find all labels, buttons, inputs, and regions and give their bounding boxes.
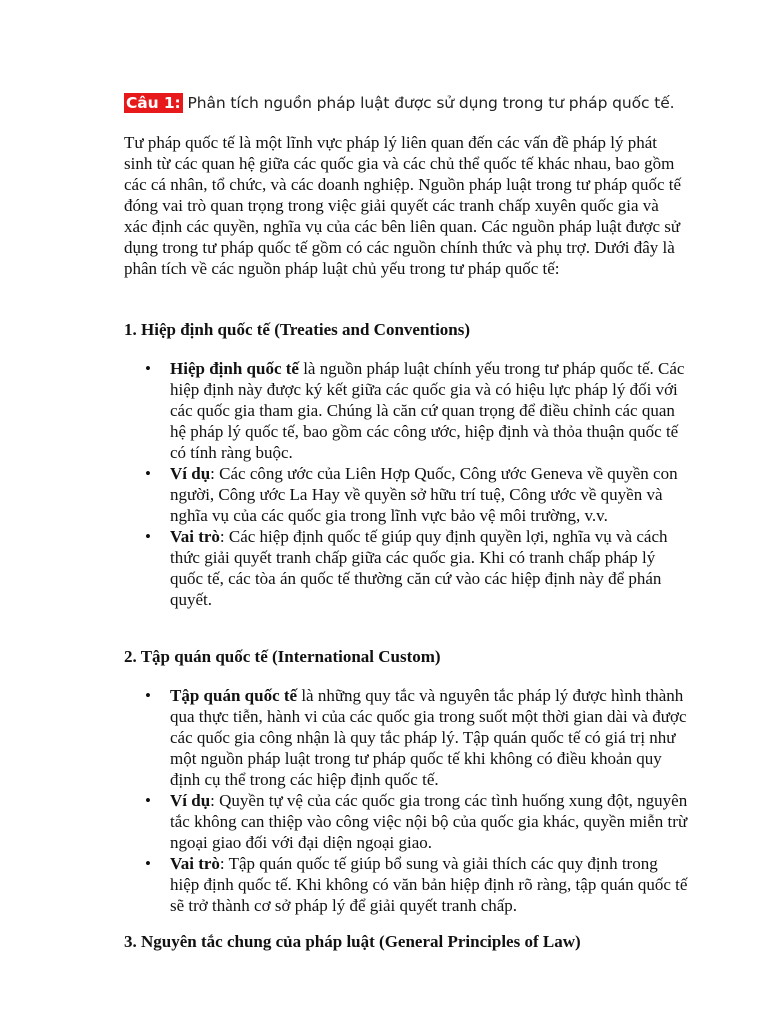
intro-paragraph: Tư pháp quốc tế là một lĩnh vực pháp lý liên quan đến các vấn đề pháp lý phát sinh từ các quan hệ giữa các quốc gia và các chủ thể quốc tế khác nhau, bao gồm các cá nhân, tổ chức, và các doanh nghiệp. Nguồn pháp luật trong tư pháp quốc tế đóng vai trò quan trọng trong việc giải quyết các tranh chấp xuyên quốc gia và xác định các quyền, nghĩa vụ của các bên liên quan. Các nguồn pháp luật được sử dụng trong tư pháp quốc tế gồm có các nguồn chính thức và phụ trợ. Dưới đây là phân tích về các nguồn pháp luật chủ yếu trong tư pháp quốc tế: xyxy=(124,133,682,278)
bullet-text: : Các công ước của Liên Hợp Quốc, Công ước Geneva về quyền con người, Công ước La Hay về quyền sở hữu trí tuệ, Công ước về quyền và nghĩa vụ của các quốc gia trong lĩnh vực bảo vệ môi trường, v.v. xyxy=(170,464,678,525)
section-2-list xyxy=(170,685,690,916)
bullet-lead: Hiệp định quốc tế xyxy=(170,359,299,378)
list-item xyxy=(170,463,690,526)
bullet-text: : Quyền tự vệ của các quốc gia trong các tình huống xung đột, nguyên tắc không can thiệp vào công việc nội bộ của quốc gia khác, quyền miễn trừ ngoại giao đối với đại diện ngoại giao. xyxy=(170,791,688,852)
section-2-heading: 2. Tập quán quốc tế (International Custom) xyxy=(124,647,441,666)
list-item xyxy=(170,685,690,790)
question-label: Câu 1: xyxy=(126,94,181,112)
list-item xyxy=(170,526,690,610)
section-1-heading: 1. Hiệp định quốc tế (Treaties and Conventions) xyxy=(124,320,471,339)
bullet-lead: Vai trò xyxy=(170,527,220,546)
bullet-lead: Vai trò xyxy=(170,854,220,873)
list-item xyxy=(170,358,690,463)
bullet-text: là nguồn pháp luật chính yếu trong tư pháp quốc tế. Các hiệp định này được ký kết giữa các quốc gia và có hiệu lực pháp lý đối với các quốc gia tham gia. Chúng là căn cứ quan trọng để điều chỉnh các quan hệ pháp lý quốc tế, bao gồm các công ước, hiệp định và thỏa thuận quốc tế có tính ràng buộc. xyxy=(170,359,685,462)
section-1-list xyxy=(170,358,690,610)
bullet-lead: Tập quán quốc tế xyxy=(170,686,298,705)
question-line xyxy=(124,92,675,114)
bullet-text: : Tập quán quốc tế giúp bổ sung và giải thích các quy định trong hiệp định quốc tế. Khi không có văn bản hiệp định rõ ràng, tập quán quốc tế sẽ trở thành cơ sở pháp lý để giải quyết tranh chấp. xyxy=(170,854,688,915)
bullet-text: : Các hiệp định quốc tế giúp quy định quyền lợi, nghĩa vụ và cách thức giải quyết tranh chấp giữa các quốc gia. Khi có tranh chấp pháp lý quốc tế, các tòa án quốc tế thường căn cứ vào các hiệp định này để phán quyết. xyxy=(170,527,668,609)
question-text: Phân tích nguồn pháp luật được sử dụng trong tư pháp quốc tế. xyxy=(187,94,675,112)
bullet-lead: Ví dụ xyxy=(170,464,211,483)
section-3-heading: 3. Nguyên tắc chung của pháp luật (General Principles of Law) xyxy=(124,932,581,951)
bullet-text: là những quy tắc và nguyên tắc pháp lý được hình thành qua thực tiễn, hành vi của các quốc gia trong suốt một thời gian dài và được các quốc gia công nhận là quy tắc pháp lý. Tập quán quốc tế có giá trị như một nguồn pháp luật trong tư pháp quốc tế khi không có điều khoản quy định cụ thể trong các hiệp định quốc tế. xyxy=(170,686,687,789)
list-item xyxy=(170,790,690,853)
list-item xyxy=(170,853,690,916)
bullet-lead: Ví dụ xyxy=(170,791,211,810)
